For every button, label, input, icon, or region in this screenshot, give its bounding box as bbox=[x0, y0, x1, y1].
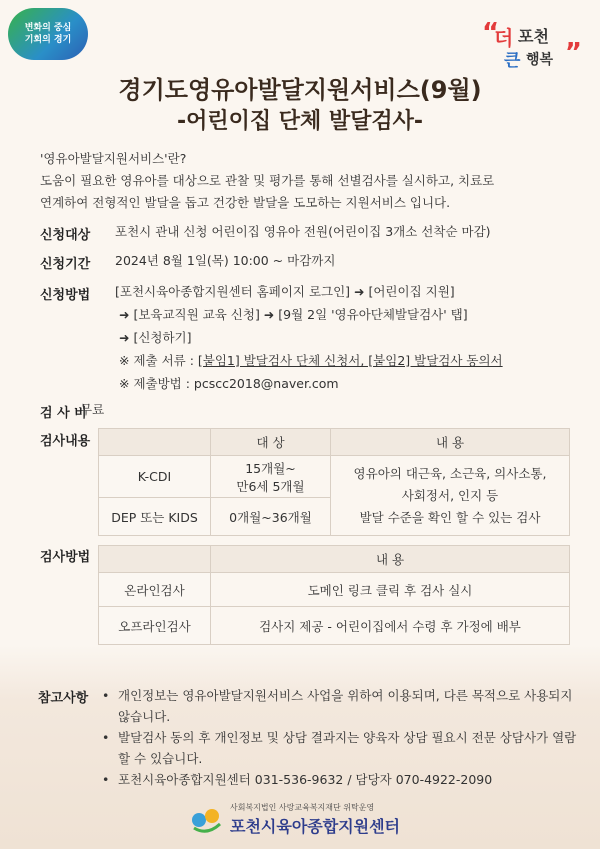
content-row2-name: DEP 또는 KIDS bbox=[99, 498, 211, 536]
testmethod-table bbox=[98, 545, 570, 645]
content-row1-name: K-CDI bbox=[99, 456, 211, 498]
content-table bbox=[98, 428, 570, 536]
content-row1-target-b: 만6세 5개월 bbox=[236, 478, 305, 494]
slogan-quote-open: “ bbox=[482, 18, 500, 48]
slogan-pocheon: 포천 bbox=[518, 27, 549, 46]
method-line2: ➜ [보육교직원 교육 신청] ➜ [9월 2일 '영유아단체발달검사' 탭] bbox=[119, 307, 468, 322]
testmethod-header-blank bbox=[99, 546, 211, 573]
content-row1-target-a: 15개월~ bbox=[245, 460, 296, 476]
fee-label: 검 사 비 bbox=[40, 406, 87, 421]
slogan-keun: 큰 bbox=[504, 51, 521, 71]
method-details bbox=[115, 280, 503, 395]
testmethod-label: 검사방법 bbox=[40, 550, 91, 565]
period-value: 2024년 8월 1일(목) 10:00 ~ 마감까지 bbox=[115, 253, 336, 268]
badge-line2: 기회의 경기 bbox=[24, 35, 72, 45]
testmethod-header-content: 내 용 bbox=[211, 546, 570, 573]
pocheon-slogan-logo bbox=[482, 18, 582, 72]
notes-list bbox=[100, 685, 580, 790]
slogan-quote-close: ” bbox=[564, 38, 582, 68]
badge-line1: 변화의 중심 bbox=[24, 23, 72, 33]
slogan-happy: 행복 bbox=[526, 52, 554, 68]
fee-value: 무료 bbox=[80, 402, 105, 417]
testmethod-offline: 오프라인검사 bbox=[99, 607, 211, 645]
slogan-deo: 더 bbox=[494, 26, 514, 50]
page-title: 경기도영유아발달지원서비스(9월) bbox=[118, 76, 482, 104]
content-desc2: 사회정서, 인지 등 bbox=[401, 487, 499, 503]
note-item-3: • 포천시육아종합지원센터 031-536-9632 / 담당자 070-4922-2090 bbox=[100, 769, 580, 790]
target-label: 신청대상 bbox=[40, 228, 91, 243]
method-docs bbox=[115, 349, 503, 372]
gyeonggi-badge-logo bbox=[8, 8, 88, 60]
center-logo-icon bbox=[190, 804, 224, 834]
content-desc1: 영유아의 대근육, 소근육, 의사소통, bbox=[353, 465, 547, 481]
content-row1-target bbox=[211, 456, 331, 498]
content-label: 검사내용 bbox=[40, 434, 91, 449]
intro-line2: 도움이 필요한 영유아를 대상으로 관찰 및 평가를 통해 선별검사를 실시하고, 치료로 bbox=[40, 173, 495, 188]
note-item-2: • 발달검사 동의 후 개인정보 및 상담 결과지는 양육자 상담 필요시 전문 상담사가 열람 할 수 있습니다. bbox=[100, 727, 580, 769]
note-item-1: • 개인정보는 영유아발달지원서비스 사업을 위하여 이용되며, 다른 목적으로 사용되지 않습니다. bbox=[100, 685, 580, 727]
testmethod-offline-desc: 검사지 제공 - 어린이집에서 수령 후 가정에 배부 bbox=[211, 607, 570, 645]
content-desc3: 발달 수준을 확인 할 수 있는 검사 bbox=[359, 509, 541, 525]
method-line3: ➜ [신청하기] bbox=[119, 330, 192, 345]
method-line1: [포천시육아종합지원센터 홈페이지 로그인] ➜ [어린이집 지원] bbox=[115, 284, 455, 299]
period-label: 신청기간 bbox=[40, 257, 91, 272]
content-header-content: 내 용 bbox=[331, 429, 570, 456]
target-value: 포천시 관내 신청 어린이집 영유아 전원(어린이집 3개소 선착순 마감) bbox=[115, 224, 491, 239]
method-label: 신청방법 bbox=[40, 288, 91, 303]
testmethod-online: 온라인검사 bbox=[99, 573, 211, 607]
content-description bbox=[331, 456, 570, 536]
method-email: ※ 제출방법 : pcscc2018@naver.com bbox=[119, 376, 339, 391]
method-docs-value: [붙임1] 발달검사 단체 신청서, [붙임2] 발달검사 동의서 bbox=[197, 353, 503, 368]
intro-line1: '영유아발달지원서비스'란? bbox=[40, 151, 187, 166]
content-header-blank bbox=[99, 429, 211, 456]
footer-center-name: 포천시육아종합지원센터 bbox=[230, 817, 401, 836]
content-header-target: 대 상 bbox=[211, 429, 331, 456]
notes-label: 참고사항 bbox=[38, 691, 89, 706]
page-subtitle: -어린이집 단체 발달검사- bbox=[176, 109, 424, 134]
content-row2-target: 0개월~36개월 bbox=[211, 498, 331, 536]
footer-operator: 사회복지법인 사랑교육복지재단 위탁운영 bbox=[230, 803, 375, 812]
intro-text bbox=[40, 148, 580, 214]
footer-center-logo bbox=[190, 800, 450, 840]
intro-line3: 연계하여 전형적인 발달을 돕고 건강한 발달을 도모하는 지원서비스 입니다. bbox=[40, 195, 451, 210]
method-docs-prefix: ※ 제출 서류 : bbox=[119, 353, 198, 368]
testmethod-online-desc: 도메인 링크 클릭 후 검사 실시 bbox=[211, 573, 570, 607]
